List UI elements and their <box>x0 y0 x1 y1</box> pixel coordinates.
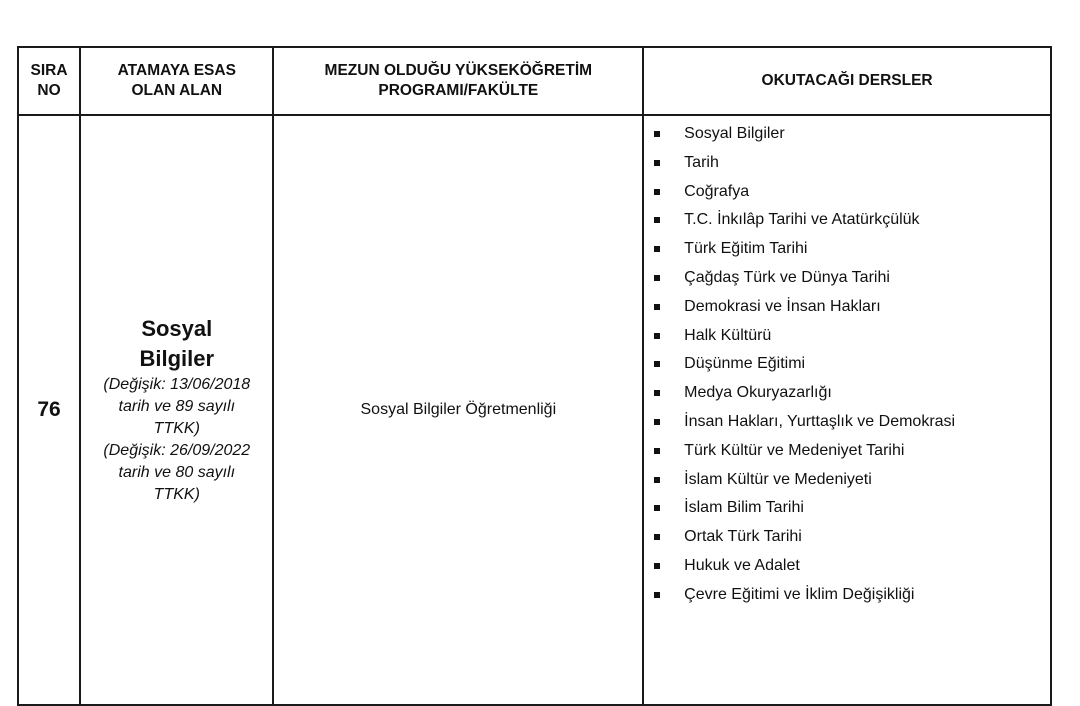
header-sira-no <box>18 47 80 115</box>
ders-label: Ortak Türk Tarihi <box>684 528 802 546</box>
header-program-line1: MEZUN OLDUĞU YÜKSEKÖĞRETİM <box>324 62 593 79</box>
ders-label: Demokrasi ve İnsan Hakları <box>684 297 881 315</box>
ders-label: T.C. İnkılâp Tarihi ve Atatürkçülük <box>684 211 920 229</box>
header-alan <box>80 47 273 115</box>
list-item <box>644 584 1050 613</box>
cell-alan <box>80 115 273 705</box>
bullet-square-icon <box>654 131 660 137</box>
list-item <box>644 238 1050 267</box>
table-row <box>18 115 1051 705</box>
list-item <box>644 181 1050 210</box>
list-item <box>644 267 1050 296</box>
header-dersler <box>643 47 1051 115</box>
ders-label: Sosyal Bilgiler <box>684 125 785 142</box>
appointment-table <box>17 46 1052 706</box>
ders-label: Türk Kültür ve Medeniyet Tarihi <box>684 441 905 459</box>
ders-label: Düşünme Eğitimi <box>684 355 806 373</box>
header-sira-no-line1: SIRA <box>30 62 68 79</box>
ders-label: Çağdaş Türk ve Dünya Tarihi <box>684 268 890 286</box>
bullet-square-icon <box>654 160 660 166</box>
bullet-square-icon <box>654 217 660 223</box>
cell-sira-no <box>18 115 80 705</box>
header-program <box>273 47 643 115</box>
ders-label: Türk Eğitim Tarihi <box>684 240 808 258</box>
list-item <box>644 526 1050 555</box>
list-item <box>644 123 1050 152</box>
program-value: Sosyal Bilgiler Öğretmenliği <box>360 401 557 418</box>
alan-note-line: tarih ve 89 sayılı <box>118 398 236 415</box>
bullet-square-icon <box>654 448 660 454</box>
alan-title-line1: Sosyal <box>141 316 213 341</box>
list-item <box>644 209 1050 238</box>
bullet-square-icon <box>654 361 660 367</box>
dersler-list <box>644 116 1050 613</box>
ders-label: Çevre Eğitimi ve İklim Değişikliği <box>684 585 915 603</box>
bullet-square-icon <box>654 246 660 252</box>
ders-label: Tarih <box>684 153 719 171</box>
list-item <box>644 353 1050 382</box>
bullet-square-icon <box>654 189 660 195</box>
list-item <box>644 555 1050 584</box>
ders-label: İslam Bilim Tarihi <box>684 499 804 517</box>
list-item <box>644 469 1050 498</box>
bullet-square-icon <box>654 275 660 281</box>
ders-label: Medya Okuryazarlığı <box>684 384 832 402</box>
sira-no-value: 76 <box>37 398 61 421</box>
header-dersler-label: OKUTACAĞI DERSLER <box>761 72 933 89</box>
ders-label: İnsan Hakları, Yurttaşlık ve Demokrasi <box>684 412 956 430</box>
alan-note-line: TTKK) <box>153 420 200 437</box>
header-alan-line2: OLAN ALAN <box>131 82 223 99</box>
cell-program <box>273 115 643 705</box>
bullet-square-icon <box>654 592 660 598</box>
bullet-square-icon <box>654 534 660 540</box>
alan-title-line2: Bilgiler <box>139 346 215 371</box>
bullet-square-icon <box>654 333 660 339</box>
list-item <box>644 497 1050 526</box>
bullet-square-icon <box>654 505 660 511</box>
list-item <box>644 296 1050 325</box>
bullet-square-icon <box>654 563 660 569</box>
bullet-square-icon <box>654 304 660 310</box>
bullet-square-icon <box>654 419 660 425</box>
list-item <box>644 325 1050 354</box>
bullet-square-icon <box>654 477 660 483</box>
alan-note-line: (Değişik: 26/09/2022 <box>103 442 251 459</box>
header-alan-line1: ATAMAYA ESAS <box>117 62 236 79</box>
list-item <box>644 440 1050 469</box>
header-program-line2: PROGRAMI/FAKÜLTE <box>378 82 539 99</box>
list-item <box>644 411 1050 440</box>
list-item <box>644 152 1050 181</box>
alan-note-line: tarih ve 80 sayılı <box>118 464 236 481</box>
alan-note-line: (Değişik: 13/06/2018 <box>103 376 251 393</box>
ders-label: İslam Kültür ve Medeniyeti <box>684 470 872 488</box>
ders-label: Halk Kültürü <box>684 326 772 344</box>
header-row <box>18 47 1051 115</box>
ders-label: Hukuk ve Adalet <box>684 556 800 574</box>
bullet-square-icon <box>654 390 660 396</box>
alan-note-line: TTKK) <box>153 486 200 503</box>
ders-label: Coğrafya <box>684 182 750 200</box>
header-sira-no-line2: NO <box>37 82 61 99</box>
cell-dersler <box>643 115 1051 705</box>
list-item <box>644 382 1050 411</box>
